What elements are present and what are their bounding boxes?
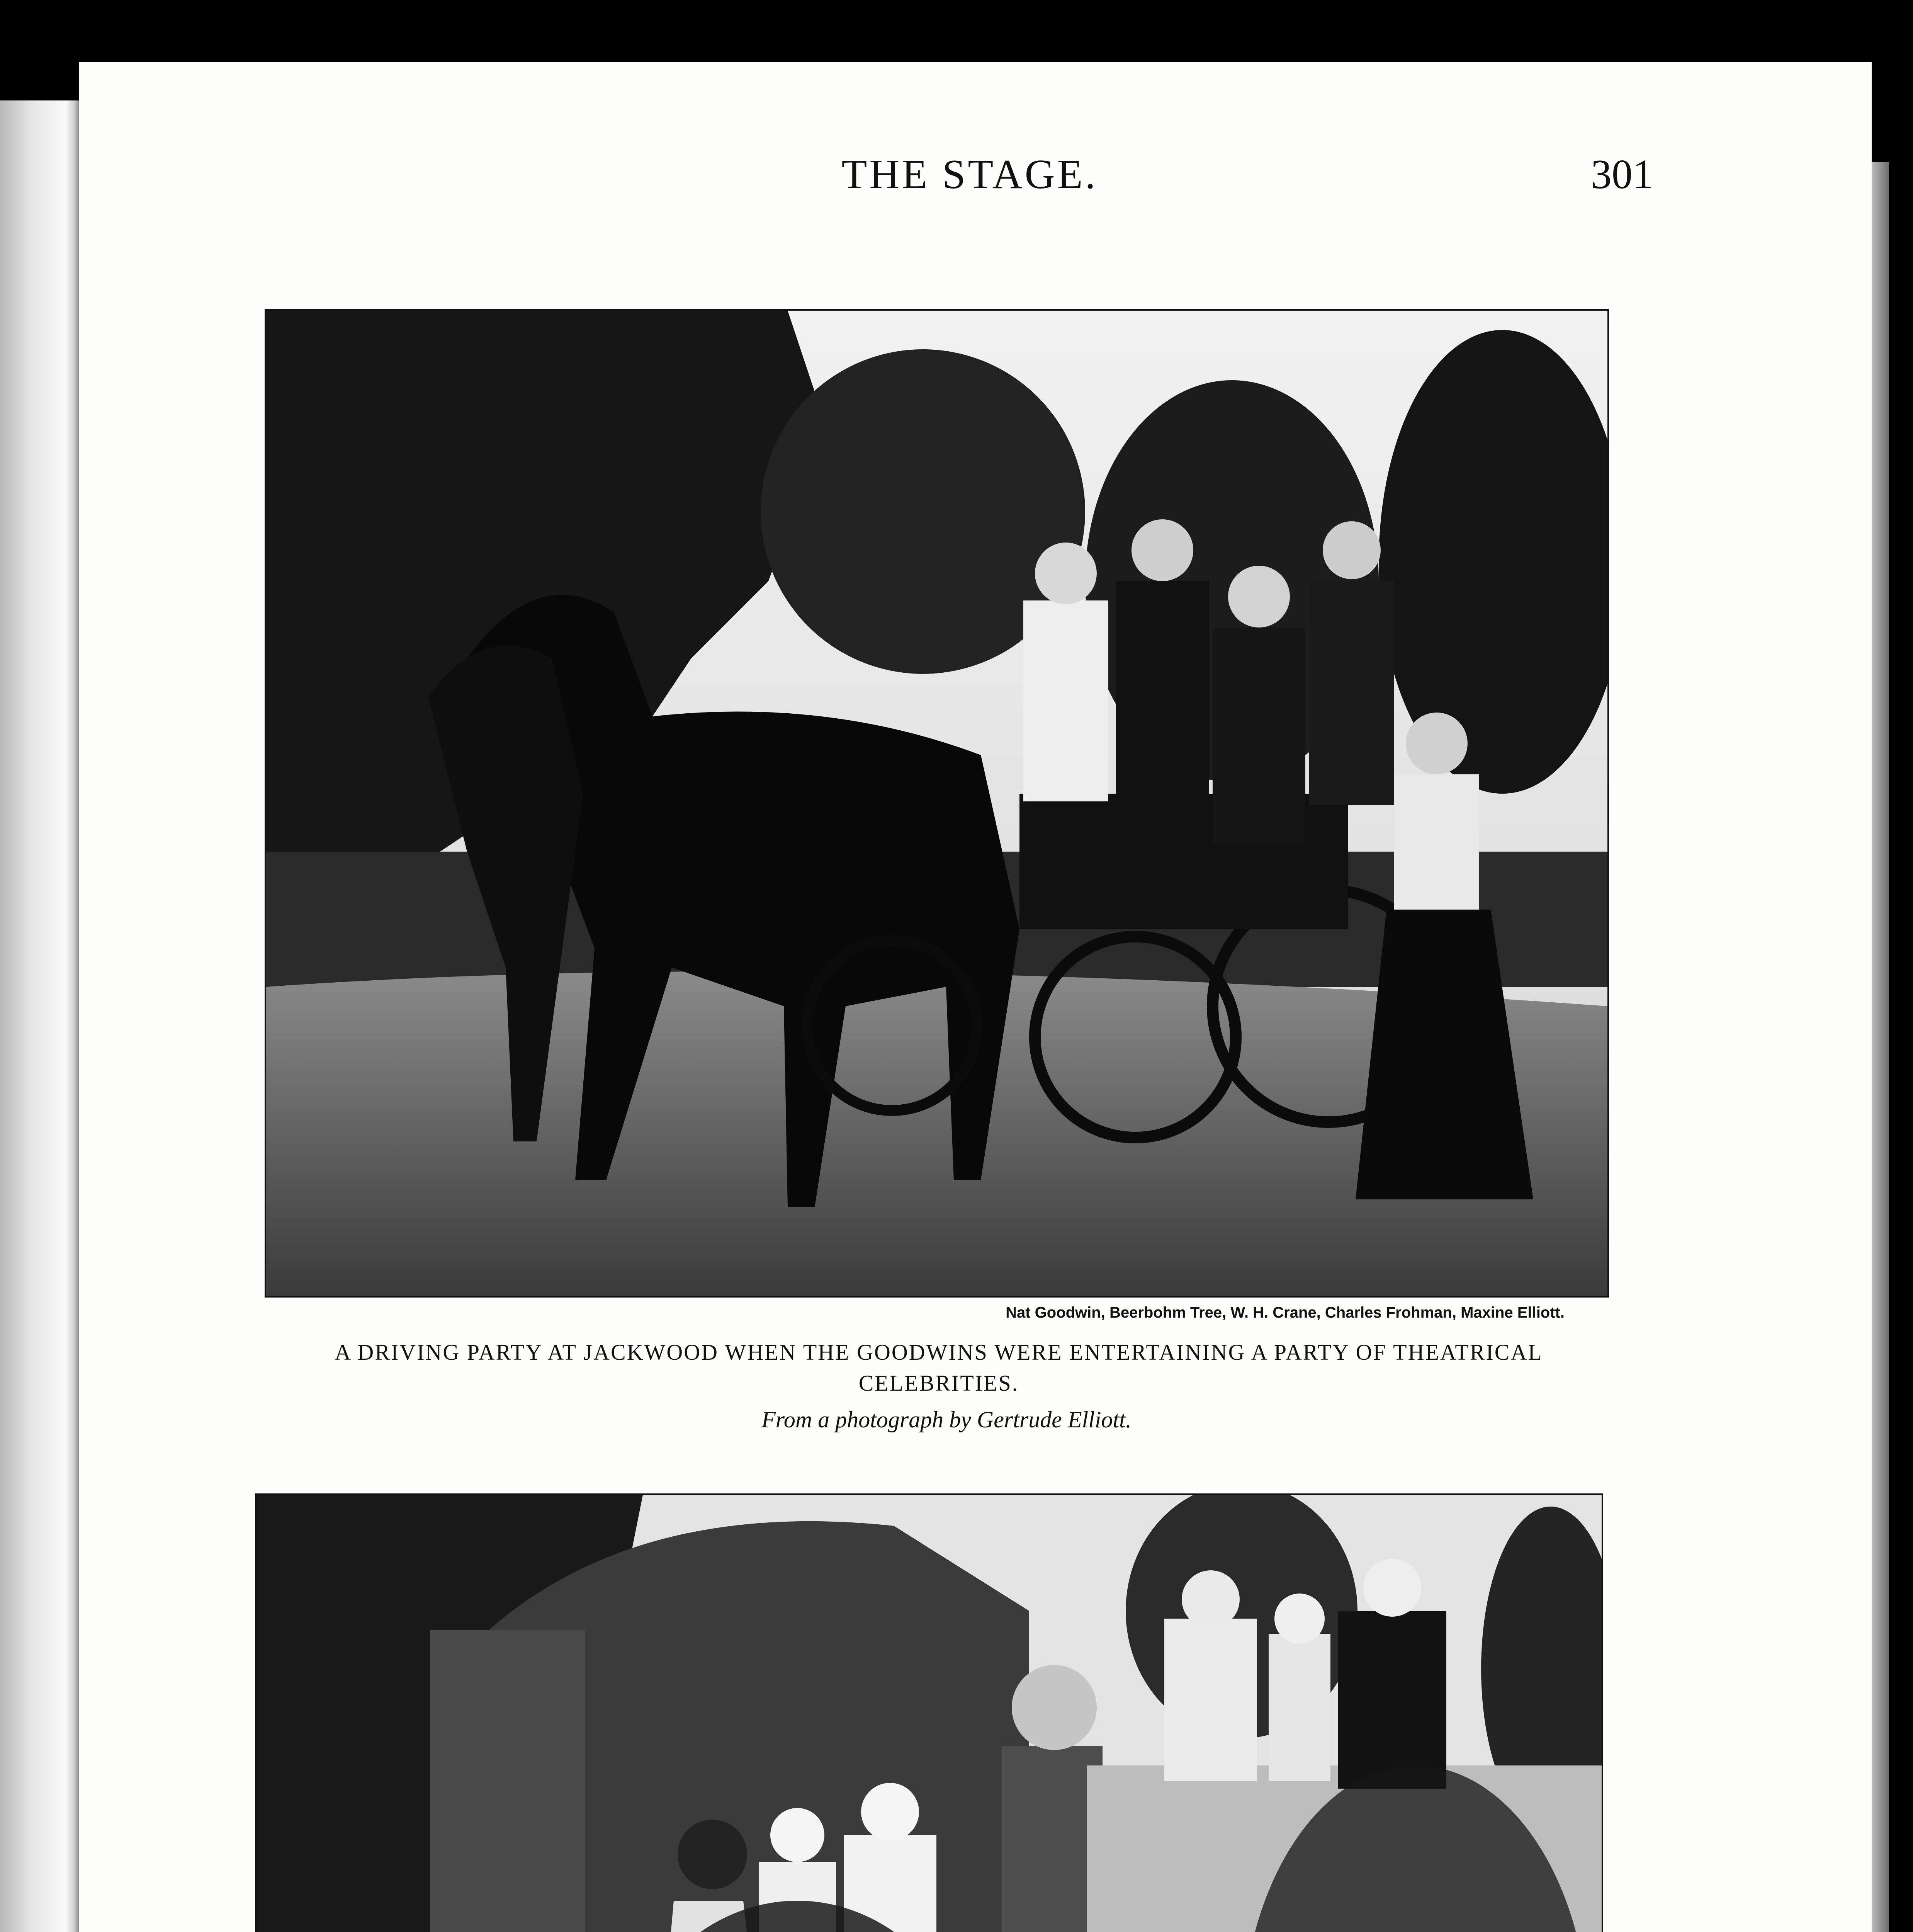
- driving-party-photo: [265, 309, 1609, 1298]
- page-gutter: [65, 100, 80, 1932]
- photo-1-sitter-names: Nat Goodwin, Beerbohm Tree, W. H. Crane, Charles Frohman, Maxine Elliott.: [1006, 1304, 1565, 1321]
- page-number: 301: [1591, 151, 1653, 197]
- photo-1-credit: From a photograph by Gertrude Elliott.: [761, 1407, 1131, 1432]
- photo-1-caption: A DRIVING PARTY AT JACKWOOD WHEN THE GOODWINS WERE ENTERTAINING A PARTY OF THEATRICAL CELEBRITIES.: [335, 1340, 1543, 1396]
- running-head: THE STAGE.: [841, 151, 1098, 197]
- terrace-group-photo: [255, 1493, 1603, 1932]
- page-shadow: [1872, 162, 1889, 1932]
